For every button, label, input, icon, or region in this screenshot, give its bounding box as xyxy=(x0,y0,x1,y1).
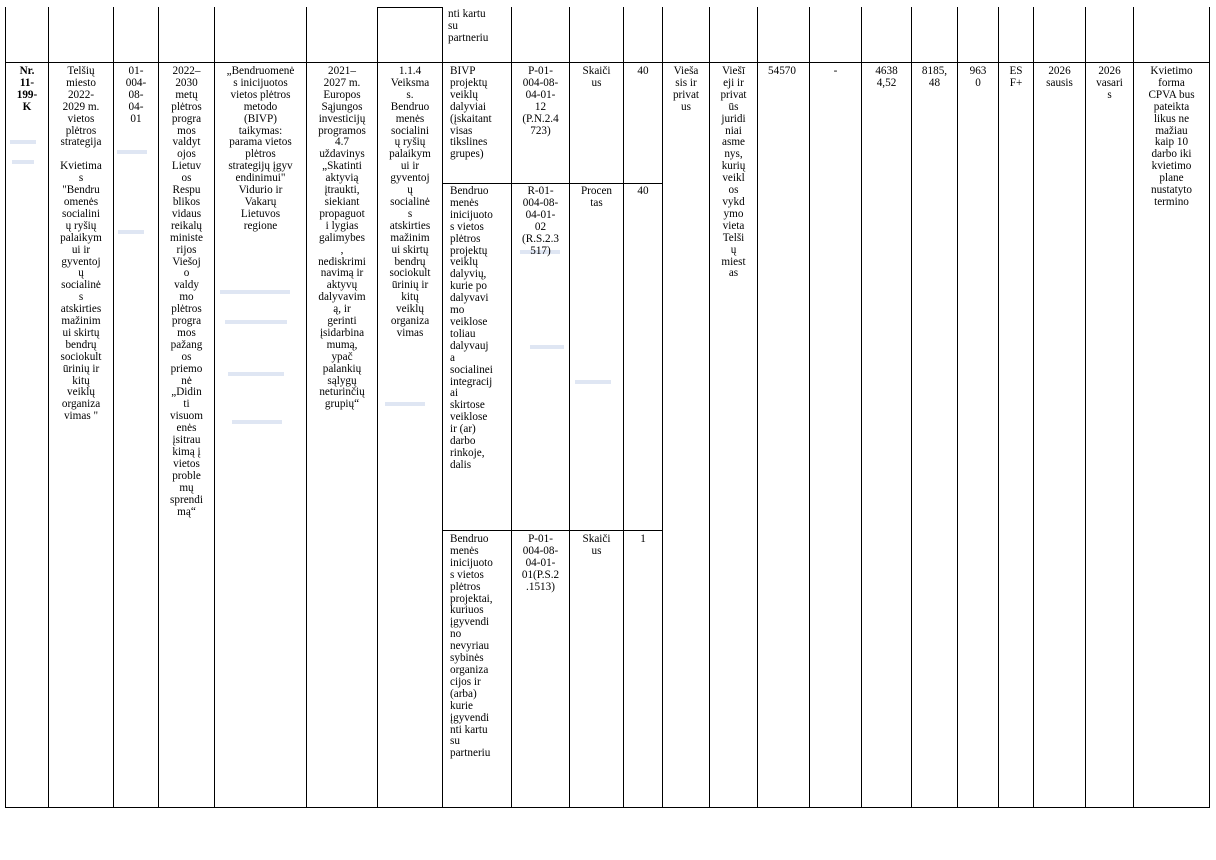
scan-artifact xyxy=(10,140,36,144)
table-border xyxy=(1209,7,1210,808)
end-date-cell: 2026 vasari s xyxy=(1096,66,1123,101)
amount3-cell: 8185, 48 xyxy=(921,66,948,89)
table-border xyxy=(1085,7,1086,808)
indicator-unit: Skaiči us xyxy=(582,66,611,89)
indicator-code: P-01- 004-08- 04-01- 12 (P.N.2.4 723) xyxy=(522,66,559,137)
amount-cell: 54570 xyxy=(768,66,796,77)
scan-artifact xyxy=(220,290,290,294)
indicator-unit: Procen tas xyxy=(580,186,613,209)
eu-program-cell: 2021– 2027 m. Europos Sąjungos investicijų programos 4.7 uždavinys „Skatinti aktyvią įtraukti, siekiant propaguot i lygias galimybes , nediskrimi navimą ir aktyvų dalyvavim ą, ir gerinti įsidarbina mumą, ypač palankių sąlygų neturinčių grupių“ xyxy=(318,66,366,411)
top-fragment-text: nti kartu su partneriu xyxy=(448,9,489,44)
table-border xyxy=(5,807,1210,808)
indicator-value: 40 xyxy=(637,186,649,197)
indicator-code: R-01- 004-08- 04-01- 02 (R.S.2.3 517) xyxy=(522,186,559,257)
strategy-cell: Telšių miesto 2022- 2029 m. vietos plėtros strategija Kvietima s "Bendru omenės socialini ų ryšių palaikym ui ir gyventoj ų socialinė s atskirties mažinim ui skirtų bendrų sociokult ūrinių ir kitų veiklų organiza vimas " xyxy=(60,66,102,423)
bivp-cell: „Bendruomenė s inicijuotos vietos plėtros metodo (BIVP) taikymas: parama vietos plėtros strategijų įgyv endinimui" Vidurio ir Vakarų Lietuvos regione xyxy=(226,66,295,232)
table-border xyxy=(998,7,999,808)
table-border xyxy=(442,530,663,531)
table-border xyxy=(1033,7,1034,808)
table-border xyxy=(809,7,810,808)
scan-artifact xyxy=(225,320,287,324)
indicator-value: 1 xyxy=(640,534,646,545)
scan-artifact xyxy=(228,372,284,376)
scan-artifact xyxy=(117,150,147,154)
scan-artifact xyxy=(118,230,144,234)
table-border xyxy=(957,7,958,808)
table-border xyxy=(662,7,663,808)
amount4-cell: 963 0 xyxy=(969,66,987,89)
table-border xyxy=(442,7,443,808)
indicator-code: P-01- 004-08- 04-01- 01(P.S.2 .1513) xyxy=(521,534,560,593)
applicants-detail-cell: Viešī eji ir privat ūs juridi niai asme nys, kurių veikl os vykd ymo vieta Telši ų miest as xyxy=(720,66,747,280)
table-border xyxy=(911,7,912,808)
table-border xyxy=(757,7,758,808)
indicator-name: Bendruo menės inicijuoto s vietos plėtros projektų veiklų dalyvių, kurie po dalyvavi mo veiklose toliau dalyvauj a socialinei integracij ai skirtose veiklose ir (ar) darbo rinkoje, dalis xyxy=(450,186,493,471)
start-date-cell: 2026 sausis xyxy=(1046,66,1073,89)
dash-cell: - xyxy=(833,66,838,77)
table-border xyxy=(5,7,6,808)
table-border xyxy=(377,7,443,8)
indicator-name: Bendruo menės inicijuoto s vietos plėtros projektai, kuriuos įgyvendi no nevyriau sybinės organiza cijos ir (arba) kurie įgyvendi nti kartu su partneriu xyxy=(450,534,493,760)
table-border xyxy=(569,7,570,808)
scan-artifact xyxy=(530,345,564,349)
scan-artifact xyxy=(575,380,611,384)
program-cell: 2022– 2030 metų plėtros progra mos valdyt ojos Lietuv os Respu blikos vidaus reikalų ministe rijos Viešoj o valdy mo plėtros progra mos pažang os priemo nė „Didin ti visuom enės įsitrau kimą į vietos proble mų sprendi mą“ xyxy=(170,66,203,518)
row-number: Nr. 11- 199- K xyxy=(16,66,38,113)
fund-cell: ES F+ xyxy=(1009,66,1023,89)
table-border xyxy=(623,7,624,808)
note-cell: Kvietimo forma CPVA bus pateikta likus ne mažiau kaip 10 darbo iki kvietimo plane nustatyto termino xyxy=(1148,66,1195,208)
table-border xyxy=(5,62,1210,63)
measure-code-cell: 01- 004- 08- 04- 01 xyxy=(125,66,147,125)
table-border xyxy=(861,7,862,808)
indicator-value: 40 xyxy=(637,66,649,77)
indicator-name: BIVP projektų veiklų dalyviai (įskaitant visas tikslines grupes) xyxy=(450,66,492,161)
scan-artifact xyxy=(12,160,34,164)
amount2-cell: 4638 4,52 xyxy=(875,66,898,89)
indicator-unit: Skaiči us xyxy=(582,534,611,557)
table-border xyxy=(442,183,663,184)
action-cell: 1.1.4 Veiksma s. Bendruo menės socialini ų ryšių palaikym ui ir gyventoj ų socialinė s atskirties mažinim ui skirtų bendrų sociokult ūrinių ir kitų veiklų organiza vimas xyxy=(389,66,431,339)
scan-artifact xyxy=(232,420,282,424)
applicants-type-cell: Vieša sis ir privat us xyxy=(672,66,700,113)
